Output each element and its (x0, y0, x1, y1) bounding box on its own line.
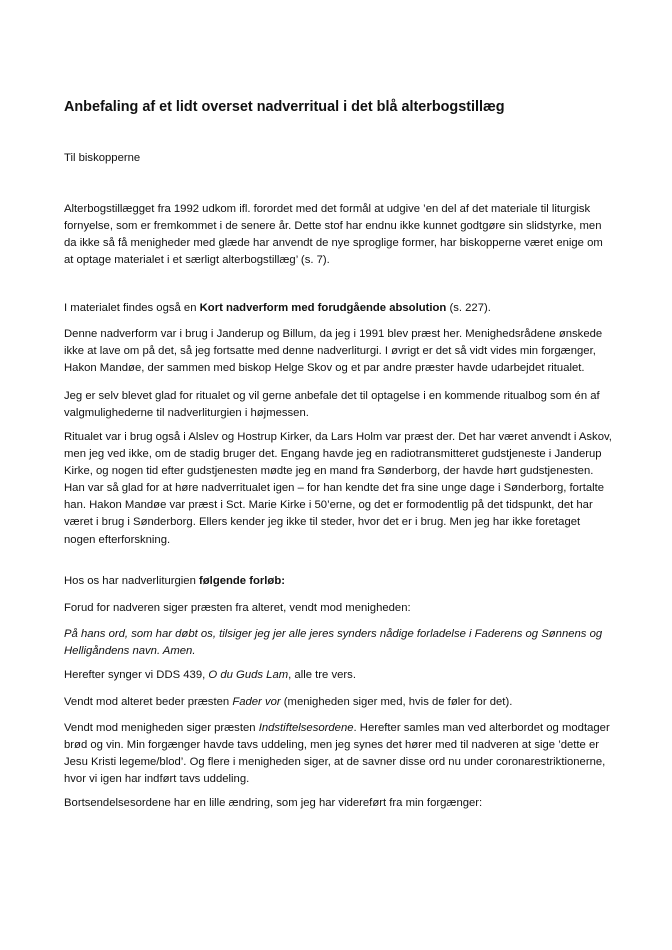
paragraph-lords-prayer (64, 694, 612, 711)
paragraph-lords-prayer-pre: Vendt mod alteret beder præsten (64, 696, 233, 708)
document-title: Anbefaling af et lidt overset nadverritual i det blå alterbogstillæg (64, 99, 505, 115)
paragraph-hymn-pre: Herefter synger vi DDS 439, (64, 669, 209, 681)
paragraph-sequence-text: Hos os har nadverliturgien (64, 575, 200, 587)
paragraph-sequence-bold: følgende forløb: (199, 575, 285, 587)
paragraph-material-bold: Kort nadverform med forudgående absolution (199, 302, 447, 314)
paragraph-before-communion: Forud for nadveren siger præsten fra alteret, vendt mod menigheden: (64, 602, 411, 614)
paragraph-recommendation: Jeg er selv blevet glad for ritualet og vil gerne anbefale det til optagelse i en kommende ritualbog som én af valgmulighederne til nadverliturgien i højmessen. (64, 390, 600, 420)
paragraph-dismissal: Bortsendelsesordene har en lille ændring, som jeg har videreført fra min forgænger: (64, 797, 483, 809)
paragraph-lords-prayer-title: Fader vor (232, 696, 281, 708)
paragraph-hymn (64, 667, 612, 684)
paragraph-institution-post: . Herefter samles man ved alterbordet og modtager brød og vin. Min forgænger havde tavs uddeling, men jeg synes det hører med til nadveren at sige ’dette er Jesu Kristi legeme/blod’. Og flere i menigheden siger, at de savner disse ord nu under coronarestriktionerne, hvor vi igen har indført tavs uddeling. (64, 722, 610, 786)
paragraph-institution-pre: Vendt mod menigheden siger præsten (64, 722, 259, 734)
paragraph-intro: Alterbogstillægget fra 1992 udkom ifl. forordet med det formål at udgive ’en del af det materiale til liturgisk fornyelse, som er fremkommet i de senere år. Dette stof har endnu ikke kunnet godtgøre sin slidstyrke, men da ikke så få menigheder med glæde har anvendt de nye sproglige former, har biskopperne været enige om at optage materialet i et særligt alterbogstillæg’ (s. 7). (64, 203, 603, 267)
paragraph-hymn-post: , alle tre vers. (288, 669, 356, 681)
paragraph-lords-prayer-post: (menigheden siger med, hvis de føler for det). (280, 696, 513, 708)
paragraph-material (64, 300, 612, 317)
paragraph-material-page: (s. 227). (446, 302, 491, 314)
absolution-quote (64, 626, 612, 660)
paragraph-hymn-title: O du Guds Lam (208, 669, 289, 681)
salutation: Til biskopperne (64, 152, 141, 164)
paragraph-material-text: I materialet findes også en (64, 302, 200, 314)
paragraph-history: Denne nadverform var i brug i Janderup og Billum, da jeg i 1991 blev præst her. Menighedsrådene ønskede ikke at lave om på det, så jeg fortsatte med denne nadverliturgi. I øvrigt er det så vidt vides min forgænger, Hakon Mandøe, der sammen med biskop Helge Skov og et par andre præster havde udarbejdet ritualet. (64, 328, 603, 375)
absolution-quote-text: På hans ord, som har døbt os, tilsiger jeg jer alle jeres synders nådige forladelse i Faderens og Sønnens og Helligåndens navn. Amen. (64, 628, 603, 658)
paragraph-institution-title: Indstiftelsesordene (258, 722, 354, 734)
paragraph-sequence-intro (64, 573, 612, 590)
paragraph-institution (64, 720, 612, 788)
paragraph-usage: Ritualet var i brug også i Alslev og Hostrup Kirker, da Lars Holm var præst der. Det har været anvendt i Askov, men jeg ved ikke, om de stadig bruger det. Engang havde jeg en radiotransmitteret gudstjeneste i Janderup Kirke, og nogen tid efter gudstjenesten mødte jeg en mand fra Sønderborg, der havde hørt gudstjenesten. Han var så glad for at høre nadverritualet igen – for han kendte det fra sine unge dage i Sønderborg, fortalte han. Hakon Mandøe var præst i Sct. Marie Kirke i 50’erne, og det er formodentlig på det tidspunkt, det har været i brug i Sønderborg. Ellers kender jeg ikke til steder, hvor det er i brug. Men jeg har ikke foretaget nogen efterforskning. (64, 431, 612, 546)
